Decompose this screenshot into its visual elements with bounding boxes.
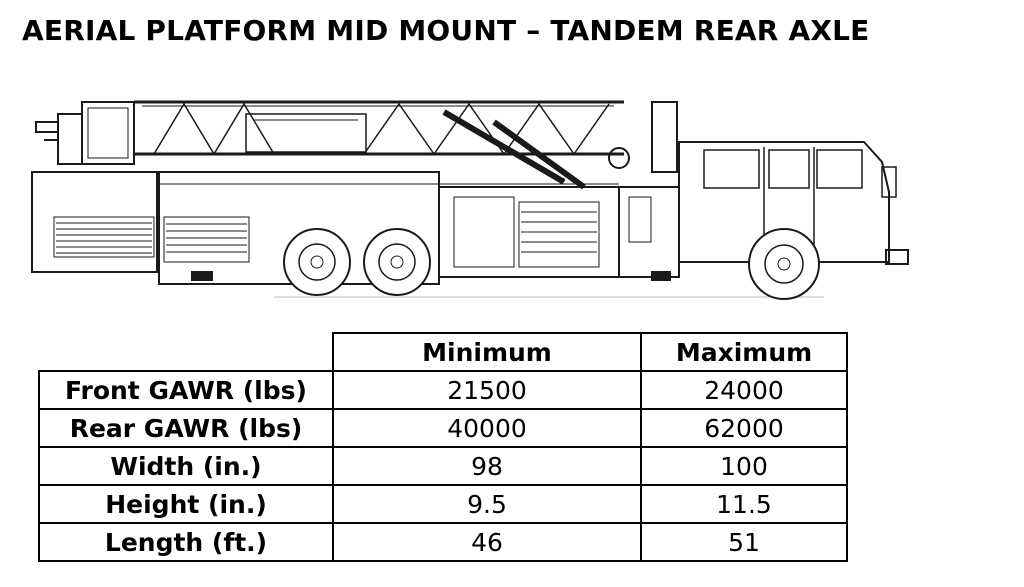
minimum-value: 98 xyxy=(333,447,641,485)
page-title: AERIAL PLATFORM MID MOUNT – TANDEM REAR AXLE xyxy=(22,14,870,47)
table-header-row xyxy=(39,333,847,371)
row-label: Length (ft.) xyxy=(39,523,333,561)
row-label: Rear GAWR (lbs) xyxy=(39,409,333,447)
table-row xyxy=(39,523,847,561)
maximum-value: 62000 xyxy=(641,409,847,447)
maximum-value: 100 xyxy=(641,447,847,485)
row-label: Front GAWR (lbs) xyxy=(39,371,333,409)
row-label: Width (in.) xyxy=(39,447,333,485)
table-row xyxy=(39,485,847,523)
aerial-platform-truck-icon xyxy=(24,92,914,304)
maximum-value: 24000 xyxy=(641,371,847,409)
maximum-value: 11.5 xyxy=(641,485,847,523)
minimum-value: 9.5 xyxy=(333,485,641,523)
maximum-value: 51 xyxy=(641,523,847,561)
header-blank-cell xyxy=(39,333,333,371)
minimum-value: 40000 xyxy=(333,409,641,447)
minimum-value: 21500 xyxy=(333,371,641,409)
table-row xyxy=(39,409,847,447)
row-label: Height (in.) xyxy=(39,485,333,523)
header-minimum: Minimum xyxy=(333,333,641,371)
table-row xyxy=(39,447,847,485)
header-maximum: Maximum xyxy=(641,333,847,371)
table-row xyxy=(39,371,847,409)
minimum-value: 46 xyxy=(333,523,641,561)
specifications-table xyxy=(38,332,848,562)
